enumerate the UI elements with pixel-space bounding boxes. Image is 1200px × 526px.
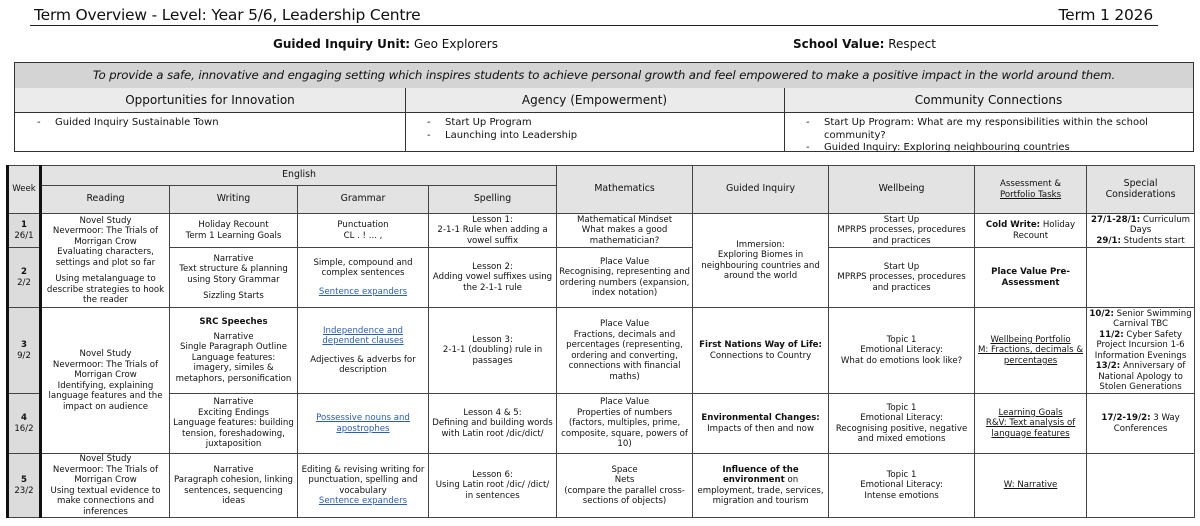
wellbeing-title: Emotional Literacy: xyxy=(860,480,943,491)
list-item: - Guided Inquiry: Exploring neighbouring countries xyxy=(824,142,1193,155)
table-row xyxy=(8,248,1195,308)
list-item: - Guided Inquiry Sustainable Town xyxy=(55,117,405,130)
vision-box xyxy=(14,62,1194,152)
inquiry-cell xyxy=(693,454,829,518)
writing-title: Narrative xyxy=(213,331,254,342)
assessment-cell xyxy=(975,308,1087,394)
assessment-cell xyxy=(975,454,1087,518)
spelling-title: Lesson 4 & 5: xyxy=(463,407,522,418)
wellbeing-cell xyxy=(829,454,975,518)
assessment-header-line2: Portfolio Tasks xyxy=(999,189,1062,200)
inquiry-text: Impacts of then and now xyxy=(707,423,814,434)
maths-title: Place Value xyxy=(599,256,650,267)
inquiry-title: First Nations Way of Life: xyxy=(699,340,822,350)
writing-title: Holiday Recount xyxy=(198,220,269,230)
reading-text: Using textual evidence to make connections and inferences xyxy=(50,485,161,517)
maths-cell xyxy=(557,454,693,518)
special-cell xyxy=(1087,308,1195,394)
school-value-label: School Value: xyxy=(793,37,885,51)
wellbeing-text: Recognising positive, negative and mixed emotions xyxy=(835,423,968,444)
special-text: Students start xyxy=(1123,235,1185,246)
pillar-agency-title: Agency (Empowerment) xyxy=(405,88,784,113)
school-value-value: Respect xyxy=(888,37,936,51)
writing-cell xyxy=(170,214,298,248)
pillar-innovation-title: Opportunities for Innovation xyxy=(15,88,405,113)
english-header: English xyxy=(41,166,557,186)
pillar-innovation-list xyxy=(15,113,405,151)
grammar-link[interactable]: Sentence expanders xyxy=(318,496,408,506)
writing-text: Sizzling Starts xyxy=(203,291,264,301)
wellbeing-text: MPRPS processes, procedures and practices xyxy=(837,272,966,293)
maths-header: Mathematics xyxy=(557,166,693,214)
special-cell xyxy=(1087,214,1195,248)
maths-text: Fractions, decimals and percentages (representing, ordering and converting, connections with financial maths) xyxy=(566,329,683,382)
grammar-text: Adjectives & adverbs for description xyxy=(310,354,416,375)
writing-text: Paragraph cohesion, linking sentences, sequencing ideas xyxy=(174,475,293,506)
special-date: 13/2: xyxy=(1095,361,1121,371)
reading-header: Reading xyxy=(41,186,170,214)
reading-cell xyxy=(41,308,170,454)
grammar-header: Grammar xyxy=(298,186,429,214)
writing-header: Writing xyxy=(170,186,298,214)
reading-cell xyxy=(41,454,170,518)
pillar-agency-list xyxy=(405,113,784,151)
grammar-cell xyxy=(298,214,429,248)
grammar-cell xyxy=(298,248,429,308)
grammar-text: CL . ! ... , xyxy=(343,230,383,241)
grammar-text: Editing & revising writing for punctuation, spelling and vocabulary xyxy=(301,464,425,496)
special-text: Senior Swimming Carnival TBC xyxy=(1113,308,1192,329)
grammar-cell xyxy=(298,308,429,394)
assessment-text: Wellbeing Portfolio xyxy=(990,334,1071,345)
reading-title: Novel Study xyxy=(79,215,132,226)
maths-cell xyxy=(557,308,693,394)
spelling-title: Lesson 6: xyxy=(472,469,513,480)
inquiry-cell xyxy=(693,214,829,308)
week-date: 26/1 xyxy=(14,230,34,241)
table-row xyxy=(8,308,1195,394)
writing-cell xyxy=(170,394,298,454)
spelling-cell xyxy=(429,248,557,308)
writing-title: SRC Speeches xyxy=(199,317,268,327)
maths-text: (compare the parallel cross-sections of objects) xyxy=(564,485,685,506)
special-text: 3 Way Conferences xyxy=(1113,413,1180,434)
grammar-link[interactable]: Independence and dependent clauses xyxy=(322,325,404,346)
assessment-title: Cold Write: xyxy=(985,220,1041,230)
writing-text: Language features: building tension, foreshadowing, juxtaposition xyxy=(173,418,294,450)
reading-novel: Nevermoor: The Trials of Morrigan Crow xyxy=(52,359,159,380)
special-date: 27/1-28/1: xyxy=(1091,214,1141,225)
writing-title: Narrative xyxy=(213,464,254,475)
assessment-text: W: Narrative xyxy=(1003,480,1058,491)
assessment-text: Holiday Recount xyxy=(1012,220,1076,241)
grammar-link[interactable]: Sentence expanders xyxy=(318,286,408,297)
spelling-header: Spelling xyxy=(429,186,557,214)
maths-text: Properties of numbers (factors, multiples, prime, composite, square, powers of 10) xyxy=(561,407,688,450)
inquiry-unit xyxy=(273,37,498,51)
special-text: Anniversary of National Apology to Stolen Generations xyxy=(1098,361,1186,392)
inquiry-title: Immersion: xyxy=(736,239,785,250)
term-overview-table xyxy=(6,165,1195,518)
maths-title: Space xyxy=(611,464,638,475)
special-date: 11/2: xyxy=(1099,329,1124,340)
spelling-text: 2-1-1 (doubling) rule in passages xyxy=(442,345,543,366)
spelling-text: Adding vowel suffixes using the 2-1-1 rule xyxy=(432,272,553,293)
reading-title: Novel Study xyxy=(79,454,132,464)
week-number: 2 xyxy=(21,267,27,277)
assessment-text: R&V: Text analysis of language features xyxy=(985,418,1076,439)
wellbeing-text: Intense emotions xyxy=(864,490,939,501)
wellbeing-title: Emotional Literacy: xyxy=(860,413,943,423)
wellbeing-header: Wellbeing xyxy=(829,166,975,214)
reading-novel: Nevermoor: The Trials of Morrigan Crow xyxy=(52,464,159,485)
week-cell xyxy=(8,214,41,248)
reading-title: Novel Study xyxy=(79,349,132,359)
assessment-header-line1: Assessment & xyxy=(1000,179,1062,189)
writing-text: Text structure & planning using Story Grammar xyxy=(179,264,288,285)
wellbeing-text: What do emotions look like? xyxy=(840,355,963,366)
inquiry-header: Guided Inquiry xyxy=(693,166,829,214)
week-number: 3 xyxy=(21,340,27,350)
week-date: 23/2 xyxy=(14,485,34,496)
maths-text: Nets xyxy=(614,475,635,485)
week-date: 2/2 xyxy=(17,277,31,288)
week-cell xyxy=(8,454,41,518)
week-header: Week xyxy=(8,166,41,214)
writing-cell xyxy=(170,248,298,308)
reading-text: Identifying, explaining language features and the impact on audience xyxy=(48,380,163,412)
special-header: Special Considerations xyxy=(1087,166,1195,214)
writing-text: Single Paragraph Outline Language features: imagery, similes & metaphors, personification xyxy=(175,342,292,384)
inquiry-cell xyxy=(693,394,829,454)
reading-text: Using metalanguage to describe strategies to hook the reader xyxy=(46,274,165,305)
maths-text: What makes a good mathematician? xyxy=(581,225,668,246)
week-number: 1 xyxy=(21,220,27,230)
table-row xyxy=(8,214,1195,248)
wellbeing-title: Start Up xyxy=(883,261,920,272)
maths-title: Place Value xyxy=(599,319,650,329)
school-value xyxy=(793,37,936,51)
table-row xyxy=(8,394,1195,454)
special-date: 17/2-19/2: xyxy=(1101,413,1151,423)
week-date: 16/2 xyxy=(14,423,34,434)
wellbeing-title: Emotional Literacy: xyxy=(860,345,943,356)
wellbeing-text: MPRPS processes, procedures and practices xyxy=(837,225,966,246)
grammar-text: Simple, compound and complex sentences xyxy=(313,257,413,279)
wellbeing-cell xyxy=(829,248,975,308)
week-cell xyxy=(8,308,41,394)
spelling-cell xyxy=(429,214,557,248)
inquiry-text: Connections to Country xyxy=(709,350,812,361)
spelling-cell xyxy=(429,308,557,394)
inquiry-text: on employment, trade, services, migration and tourism xyxy=(697,475,824,506)
spelling-cell xyxy=(429,394,557,454)
special-text: Cyber Safety Project Incursion 1-6 Information Evenings xyxy=(1094,329,1187,361)
wellbeing-title: Topic 1 xyxy=(886,469,917,480)
reading-cell xyxy=(41,214,170,308)
writing-text: Exciting Endings xyxy=(198,407,269,418)
special-date: 10/2: xyxy=(1089,308,1114,319)
week-cell xyxy=(8,394,41,454)
week-cell xyxy=(8,248,41,308)
wellbeing-cell xyxy=(829,214,975,248)
wellbeing-cell xyxy=(829,308,975,394)
spelling-title: Lesson 1: xyxy=(472,214,513,225)
writing-title: Narrative xyxy=(213,253,254,264)
week-number: 5 xyxy=(21,475,27,485)
assessment-cell xyxy=(975,394,1087,454)
assessment-cell xyxy=(975,214,1087,248)
table-row xyxy=(8,454,1195,518)
assessment-text: M: Fractions, decimals & percentages xyxy=(978,345,1084,366)
pillar-community-title: Community Connections xyxy=(784,88,1193,113)
maths-text: Recognising, representing and ordering numbers (expansion, index notation) xyxy=(559,267,690,298)
list-item: - Launching into Leadership xyxy=(445,130,784,143)
vision-statement: To provide a safe, innovative and engaging setting which inspires students to achieve personal growth and feel empowered to make a positive impact in the world around them. xyxy=(15,63,1193,89)
page-title: Term Overview - Level: Year 5/6, Leadership Centre xyxy=(34,6,421,24)
list-item: - Start Up Program xyxy=(445,117,784,130)
grammar-text: Punctuation xyxy=(337,220,389,230)
assessment-text: Learning Goals xyxy=(998,407,1063,418)
special-cell xyxy=(1087,248,1195,308)
spelling-text: Using Latin root /dic/ /dict/ in sentences xyxy=(435,480,550,501)
inquiry-text: Exploring Biomes in neighbouring countries and around the world xyxy=(701,250,820,281)
inquiry-title: Influence of the environment xyxy=(722,464,799,485)
inquiry-cell xyxy=(693,308,829,394)
assessment-cell xyxy=(975,248,1087,308)
assessment-header xyxy=(975,166,1087,214)
grammar-link[interactable]: Possessive nouns and apostrophes xyxy=(316,413,410,434)
maths-cell xyxy=(557,394,693,454)
writing-cell xyxy=(170,308,298,394)
wellbeing-cell xyxy=(829,394,975,454)
inquiry-unit-value: Geo Explorers xyxy=(413,37,498,51)
grammar-cell xyxy=(298,394,429,454)
writing-cell xyxy=(170,454,298,518)
list-item: - Start Up Program: What are my responsibilities within the school community? xyxy=(824,117,1193,142)
special-text: Curriculum Days xyxy=(1129,214,1191,236)
maths-title: Place Value xyxy=(599,397,650,408)
special-date: 29/1: xyxy=(1096,235,1121,246)
inquiry-title: Environmental Changes: xyxy=(701,413,820,423)
special-cell xyxy=(1087,454,1195,518)
pillar-community-list xyxy=(784,113,1193,151)
spelling-text: 2-1-1 Rule when adding a vowel suffix xyxy=(437,225,548,246)
term-label: Term 1 2026 xyxy=(1058,6,1153,24)
title-underline xyxy=(30,25,1158,26)
spelling-cell xyxy=(429,454,557,518)
maths-cell xyxy=(557,214,693,248)
wellbeing-title: Topic 1 xyxy=(886,402,917,413)
spelling-title: Lesson 2: xyxy=(472,261,513,272)
spelling-title: Lesson 3: xyxy=(472,334,513,345)
maths-cell xyxy=(557,248,693,308)
special-cell xyxy=(1087,394,1195,454)
week-number: 4 xyxy=(21,413,27,423)
reading-novel: Nevermoor: The Trials of Morrigan Crow xyxy=(52,226,159,247)
week-date: 9/2 xyxy=(17,350,31,361)
wellbeing-title: Topic 1 xyxy=(886,334,917,345)
maths-title: Mathematical Mindset xyxy=(576,214,673,225)
spelling-text: Defining and building words with Latin root /dic/dict/ xyxy=(432,418,553,439)
wellbeing-title: Start Up xyxy=(883,214,920,225)
inquiry-unit-label: Guided Inquiry Unit: xyxy=(273,37,411,51)
assessment-title: Place Value Pre-Assessment xyxy=(991,267,1070,288)
writing-text: Term 1 Learning Goals xyxy=(185,230,282,241)
writing-title: Narrative xyxy=(213,397,254,408)
reading-text: Evaluating characters, settings and plot so far xyxy=(55,247,156,268)
grammar-cell xyxy=(298,454,429,518)
